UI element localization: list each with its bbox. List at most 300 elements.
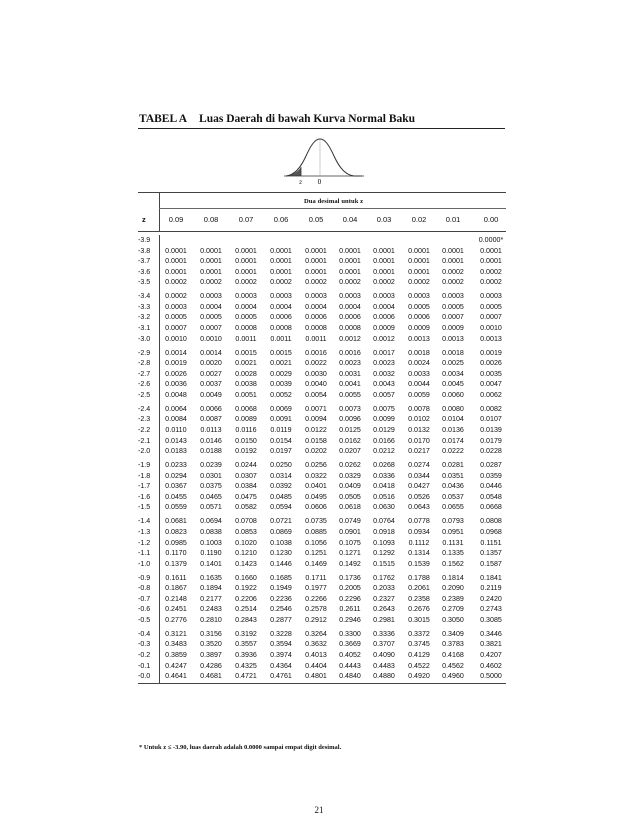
table-cell: 0.3300 <box>339 629 361 638</box>
table-cell: 0.0735 <box>305 517 327 526</box>
table-cell: 0.0075 <box>373 404 395 413</box>
table-cell: 0.0091 <box>270 415 292 424</box>
table-cell: 0.0005 <box>480 302 502 311</box>
row-z-value: -1.5 <box>138 503 151 512</box>
table-cell: 0.1020 <box>235 538 257 547</box>
table-row <box>138 446 506 457</box>
table-row <box>138 548 506 559</box>
table-cell: 0.1292 <box>373 549 395 558</box>
table-cell: 0.0013 <box>480 334 502 343</box>
table-cell: 0.0004 <box>235 302 257 311</box>
table-cell: 0.0041 <box>339 380 361 389</box>
table-cell: 0.0001 <box>235 246 257 255</box>
table-cell: 0.0003 <box>305 292 327 301</box>
table-cell: 0.0485 <box>270 492 292 501</box>
table-cell: 0.3783 <box>442 640 464 649</box>
row-z-value: -1.1 <box>138 549 151 558</box>
table-cell: 0.0793 <box>442 517 464 526</box>
table-cell: 0.0016 <box>305 348 327 357</box>
table-cell: 0.1736 <box>339 573 361 582</box>
row-z-value: -3.3 <box>138 302 151 311</box>
table-cell: 0.4052 <box>339 651 361 660</box>
table-cell: 0.0051 <box>235 390 257 399</box>
row-z-value: -2.9 <box>138 348 151 357</box>
table-cell: 0.0594 <box>270 503 292 512</box>
table-cell: 0.0150 <box>235 436 257 445</box>
table-cell: 0.0901 <box>339 527 361 536</box>
row-z-value: -1.6 <box>138 492 151 501</box>
table-cell: 0.0014 <box>200 348 222 357</box>
table-cell: 0.0006 <box>408 313 430 322</box>
table-cell: 0.1949 <box>270 584 292 593</box>
table-cell: 0.0009 <box>442 324 464 333</box>
table-cell: 0.0004 <box>200 302 222 311</box>
table-cell: 0.0026 <box>480 359 502 368</box>
table-row <box>138 256 506 267</box>
table-row <box>138 369 506 380</box>
table-cell: 0.0062 <box>480 390 502 399</box>
table-row <box>138 390 506 401</box>
table-cell: 0.0008 <box>305 324 327 333</box>
table-cell: 0.0087 <box>200 415 222 424</box>
table-cell: 0.0001 <box>339 257 361 266</box>
table-cell: 0.0384 <box>235 482 257 491</box>
table-cell: 0.0057 <box>373 390 395 399</box>
table-cell: 0.0013 <box>442 334 464 343</box>
table-cell: 0.0007 <box>200 324 222 333</box>
table-cell: 0.0630 <box>373 503 395 512</box>
header-subrule <box>159 208 506 209</box>
table-row <box>138 323 506 334</box>
table-cell: 0.0003 <box>165 302 187 311</box>
table-row <box>138 650 506 661</box>
table-row <box>138 559 506 570</box>
table-cell: 0.1038 <box>270 538 292 547</box>
table-cell: 0.4443 <box>339 661 361 670</box>
column-header: 0.05 <box>308 215 324 224</box>
table-cell: 0.1635 <box>200 573 222 582</box>
table-cell: 0.0125 <box>339 425 361 434</box>
table-cell: 0.0003 <box>200 292 222 301</box>
table-cell: 0.1357 <box>480 549 502 558</box>
table-cell: 0.0002 <box>165 278 187 287</box>
table-cell: 0.0001 <box>200 257 222 266</box>
row-z-value: -0.1 <box>138 661 151 670</box>
table-cell: 0.2743 <box>480 605 502 614</box>
table-cell: 0.3707 <box>373 640 395 649</box>
table-cell: 0.0001 <box>408 267 430 276</box>
table-cell: 0.0011 <box>235 334 257 343</box>
table-row <box>138 516 506 527</box>
table-cell: 0.0059 <box>408 390 430 399</box>
row-z-value: -3.4 <box>138 292 151 301</box>
table-cell: 0.0004 <box>270 302 292 311</box>
z-table <box>138 192 506 684</box>
table-cell: 0.0068 <box>235 404 257 413</box>
table-cell: 0.3015 <box>408 615 430 624</box>
table-cell: 0.0465 <box>200 492 222 501</box>
table-cell: 0.0427 <box>408 482 430 491</box>
page-number: 21 <box>314 805 324 815</box>
table-cell: 0.0778 <box>408 517 430 526</box>
table-cell: 0.0044 <box>408 380 430 389</box>
table-cell: 0.0655 <box>442 503 464 512</box>
table-cell: 0.0359 <box>480 471 502 480</box>
table-cell: 0.0154 <box>270 436 292 445</box>
table-cell: 0.3121 <box>165 629 187 638</box>
table-cell: 0.0001 <box>305 267 327 276</box>
table-cell: 0.0409 <box>339 482 361 491</box>
table-cell: 0.0618 <box>339 503 361 512</box>
table-cell: 0.0027 <box>200 369 222 378</box>
table-cell: 0.0455 <box>165 492 187 501</box>
row-z-value: -2.8 <box>138 359 151 368</box>
table-cell: 0.1131 <box>442 538 464 547</box>
table-cell: 0.0749 <box>339 517 361 526</box>
table-cell: 0.0005 <box>442 302 464 311</box>
row-z-value: -3.1 <box>138 324 151 333</box>
table-cell: 0.0314 <box>270 471 292 480</box>
table-cell: 0.1469 <box>305 559 327 568</box>
table-cell: 0.2643 <box>373 605 395 614</box>
table-row <box>138 471 506 482</box>
table-cell: 0.4129 <box>408 651 430 660</box>
table-cell: 0.0003 <box>442 292 464 301</box>
table-cell: 0.1112 <box>408 538 430 547</box>
table-cell: 0.0001 <box>200 246 222 255</box>
table-cell: 0.0002 <box>408 278 430 287</box>
table-cell: 0.3372 <box>408 629 430 638</box>
table-cell: 0.0010 <box>200 334 222 343</box>
table-cell: 0.0708 <box>235 517 257 526</box>
table-cell: 0.0351 <box>442 471 464 480</box>
table-cell: 0.1190 <box>200 549 222 558</box>
table-cell: 0.0008 <box>270 324 292 333</box>
table-cell: 0.0017 <box>373 348 395 357</box>
table-cell: 0.1587 <box>480 559 502 568</box>
table-row <box>138 615 506 626</box>
table-cell: 0.2177 <box>200 594 222 603</box>
table-cell: 0.0006 <box>305 313 327 322</box>
table-cell: 0.3859 <box>165 651 187 660</box>
table-cell: 0.0668 <box>480 503 502 512</box>
table-cell: 0.0139 <box>480 425 502 434</box>
row-z-value: -1.7 <box>138 482 151 491</box>
table-cell: 0.0606 <box>305 503 327 512</box>
table-cell: 0.0951 <box>442 527 464 536</box>
table-cell: 0.0078 <box>408 404 430 413</box>
column-header: 0.03 <box>376 215 392 224</box>
table-cell: 0.0069 <box>270 404 292 413</box>
table-cell: 0.1151 <box>480 538 502 547</box>
table-cell: 0.0010 <box>480 324 502 333</box>
table-cell: 0.0571 <box>200 503 222 512</box>
table-cell: 0.0143 <box>165 436 187 445</box>
table-row <box>138 671 506 682</box>
table-cell: 0.0023 <box>373 359 395 368</box>
table-cell: 0.0034 <box>442 369 464 378</box>
table-cell: 0.4721 <box>235 672 257 681</box>
table-cell: 0.3156 <box>200 629 222 638</box>
table-cell: 0.0064 <box>165 404 187 413</box>
table-cell: 0.0024 <box>408 359 430 368</box>
table-row <box>138 267 506 278</box>
table-cell: 0.0001 <box>270 246 292 255</box>
table-cell: 0.1711 <box>305 573 327 582</box>
table-cell: 0.0301 <box>200 471 222 480</box>
table-cell: 0.0002 <box>480 267 502 276</box>
table-cell: 0.0001 <box>442 246 464 255</box>
table-cell: 0.3632 <box>305 640 327 649</box>
table-cell: 0.0043 <box>373 380 395 389</box>
column-header: 0.04 <box>342 215 358 224</box>
table-cell: 0.0001 <box>235 257 257 266</box>
table-cell: 0.0001 <box>305 246 327 255</box>
row-z-value: -0.2 <box>138 651 151 660</box>
table-cell: 0.0094 <box>305 415 327 424</box>
table-cell: 0.0011 <box>305 334 327 343</box>
table-cell: 0.0001 <box>200 267 222 276</box>
table-cell: 0.0110 <box>165 425 187 434</box>
table-cell: 0.0025 <box>442 359 464 368</box>
table-cell: 0.0084 <box>165 415 187 424</box>
table-cell: 0.0001 <box>165 267 187 276</box>
table-row <box>138 302 506 313</box>
table-cell: 0.0001 <box>442 257 464 266</box>
table-cell: 0.0885 <box>305 527 327 536</box>
table-cell: 0.0054 <box>305 390 327 399</box>
table-cell: 0.1379 <box>165 559 187 568</box>
table-cell: 0.3821 <box>480 640 502 649</box>
table-cell: 0.0162 <box>339 436 361 445</box>
table-cell: 0.1788 <box>408 573 430 582</box>
table-cell: 0.2061 <box>408 584 430 593</box>
column-header: 0.06 <box>273 215 289 224</box>
table-row <box>138 334 506 345</box>
table-cell: 0.3483 <box>165 640 187 649</box>
table-cell: 0.0495 <box>305 492 327 501</box>
table-row <box>138 538 506 549</box>
table-cell: 0.0869 <box>270 527 292 536</box>
table-cell: 0.0968 <box>480 527 502 536</box>
table-footnote: * Untuk z ≤ -3.90, luas daerah adalah 0.0000 sampai empat digit desimal. <box>139 744 342 751</box>
table-cell: 0.1922 <box>235 584 257 593</box>
table-cell: 0.0537 <box>442 492 464 501</box>
table-cell: 0.0336 <box>373 471 395 480</box>
table-cell: 0.0322 <box>305 471 327 480</box>
table-cell: 0.0018 <box>408 348 430 357</box>
row-z-value: -2.1 <box>138 436 151 445</box>
row-z-value: -3.6 <box>138 267 151 276</box>
table-cell: 0.0274 <box>408 461 430 470</box>
table-cell: 0.0505 <box>339 492 361 501</box>
table-cell: 0.0004 <box>373 302 395 311</box>
table-cell: 0.0003 <box>408 292 430 301</box>
table-cell: 0.0146 <box>200 436 222 445</box>
table-cell: 0.0179 <box>480 436 502 445</box>
row-z-value: -3.0 <box>138 334 151 343</box>
table-cell: 0.0003 <box>270 292 292 301</box>
table-cell: 0.1003 <box>200 538 222 547</box>
table-cell: 0.4247 <box>165 661 187 670</box>
table-cell: 0.1210 <box>235 549 257 558</box>
table-row <box>138 661 506 672</box>
table-cell: 0.0287 <box>480 461 502 470</box>
table-row <box>138 291 506 302</box>
table-cell: 0.0192 <box>235 447 257 456</box>
table-row <box>138 358 506 369</box>
table-cell: 0.0188 <box>200 447 222 456</box>
row-z-value: -1.3 <box>138 527 151 536</box>
table-cell: 0.3594 <box>270 640 292 649</box>
table-cell: 0.3974 <box>270 651 292 660</box>
table-cell: 0.3897 <box>200 651 222 660</box>
table-cell: 0.2483 <box>200 605 222 614</box>
table-cell: 0.0006 <box>339 313 361 322</box>
table-cell: 0.0035 <box>480 369 502 378</box>
table-cell: 0.0418 <box>373 482 395 491</box>
table-cell: 0.2236 <box>270 594 292 603</box>
table-cell: 0.1335 <box>442 549 464 558</box>
table-cell: 0.0026 <box>165 369 187 378</box>
table-cell: 0.1841 <box>480 573 502 582</box>
table-cell: 0.0281 <box>442 461 464 470</box>
table-cell: 0.1075 <box>339 538 361 547</box>
table-cell: 0.0019 <box>165 359 187 368</box>
table-cell: 0.0764 <box>373 517 395 526</box>
table-cell: 0.1867 <box>165 584 187 593</box>
table-cell: 0.0009 <box>408 324 430 333</box>
table-cell: 0.3446 <box>480 629 502 638</box>
row-z-value: -2.0 <box>138 447 151 456</box>
table-cell: 0.0256 <box>305 461 327 470</box>
table-cell: 0.0039 <box>270 380 292 389</box>
table-cell: 0.2611 <box>339 605 361 614</box>
table-cell: 0.0033 <box>408 369 430 378</box>
table-row <box>138 481 506 492</box>
table-cell: 0.0049 <box>200 390 222 399</box>
table-cell: 0.0036 <box>165 380 187 389</box>
table-cell: 0.0002 <box>270 278 292 287</box>
table-cell: 0.4840 <box>339 672 361 681</box>
table-body <box>138 235 506 684</box>
table-cell: 0.0001 <box>165 246 187 255</box>
table-cell: 0.0012 <box>373 334 395 343</box>
table-cell: 0.0008 <box>339 324 361 333</box>
table-header <box>138 192 506 232</box>
table-cell: 0.0005 <box>235 313 257 322</box>
table-cell: 0.0014 <box>165 348 187 357</box>
table-cell: 0.0055 <box>339 390 361 399</box>
table-cell: 0.0015 <box>270 348 292 357</box>
table-cell: 0.0003 <box>235 292 257 301</box>
table-cell: 0.0643 <box>408 503 430 512</box>
table-cell: 0.1611 <box>165 573 187 582</box>
table-row <box>138 235 506 246</box>
table-cell: 0.0001 <box>480 257 502 266</box>
table-row <box>138 583 506 594</box>
table-row <box>138 492 506 503</box>
table-cell: 0.0028 <box>235 369 257 378</box>
table-cell: 0.1660 <box>235 573 257 582</box>
table-cell: 0.1515 <box>373 559 395 568</box>
row-z-value: -3.8 <box>138 246 151 255</box>
table-cell: 0.0001 <box>480 246 502 255</box>
table-cell: 0.2946 <box>339 615 361 624</box>
table-cell: 0.0005 <box>165 313 187 322</box>
table-cell: 0.0694 <box>200 517 222 526</box>
table-cell: 0.0329 <box>339 471 361 480</box>
table-cell: 0.0071 <box>305 404 327 413</box>
table-cell: 0.1814 <box>442 573 464 582</box>
table-row <box>138 594 506 605</box>
table-cell: 0.4483 <box>373 661 395 670</box>
table-cell: 0.1562 <box>442 559 464 568</box>
table-cell: 0.0001 <box>373 257 395 266</box>
row-z-value: -3.2 <box>138 313 151 322</box>
table-cell: 0.2810 <box>200 615 222 624</box>
table-cell: 0.0038 <box>235 380 257 389</box>
table-cell: 0.0217 <box>408 447 430 456</box>
table-cell: 0.1170 <box>165 549 187 558</box>
table-cell: 0.0009 <box>373 324 395 333</box>
table-cell: 0.0048 <box>165 390 187 399</box>
table-cell: 0.1230 <box>270 549 292 558</box>
table-cell: 0.0307 <box>235 471 257 480</box>
row-z-value: -2.6 <box>138 380 151 389</box>
table-cell: 0.1093 <box>373 538 395 547</box>
table-cell: 0.0559 <box>165 503 187 512</box>
column-header: 0.08 <box>203 215 219 224</box>
table-cell: 0.4364 <box>270 661 292 670</box>
table-cell: 0.4090 <box>373 651 395 660</box>
table-cell: 0.0002 <box>442 278 464 287</box>
table-cell: 0.2420 <box>480 594 502 603</box>
table-cell: 0.3192 <box>235 629 257 638</box>
normal-curve-line <box>286 139 362 176</box>
table-cell: 0.3745 <box>408 640 430 649</box>
table-row <box>138 379 506 390</box>
row-z-value: -0.0 <box>138 672 151 681</box>
table-cell: 0.0004 <box>339 302 361 311</box>
table-cell: 0.4286 <box>200 661 222 670</box>
table-cell: 0.0222 <box>442 447 464 456</box>
table-cell: 0.0032 <box>373 369 395 378</box>
table-cell: 0.0375 <box>200 482 222 491</box>
table-cell: 0.3669 <box>339 640 361 649</box>
table-cell: 0.4602 <box>480 661 502 670</box>
table-cell: 0.0392 <box>270 482 292 491</box>
table-cell: 0.0013 <box>408 334 430 343</box>
table-cell: 0.3085 <box>480 615 502 624</box>
table-cell: 0.0002 <box>373 278 395 287</box>
table-cell: 0.0001 <box>270 267 292 276</box>
table-row <box>138 604 506 615</box>
table-row <box>138 414 506 425</box>
table-cell: 0.0001 <box>305 257 327 266</box>
table-cell: 0.0001 <box>408 257 430 266</box>
table-cell: 0.4168 <box>442 651 464 660</box>
table-cell: 0.0985 <box>165 538 187 547</box>
row-z-value: -1.8 <box>138 471 151 480</box>
table-cell: 0.0008 <box>235 324 257 333</box>
table-cell: 0.0045 <box>442 380 464 389</box>
table-title-text: Luas Daerah di bawah Kurva Normal Baku <box>199 113 416 125</box>
table-cell: 0.0158 <box>305 436 327 445</box>
column-header: 0.02 <box>411 215 427 224</box>
table-cell: 0.0250 <box>270 461 292 470</box>
table-cell: 0.0202 <box>305 447 327 456</box>
